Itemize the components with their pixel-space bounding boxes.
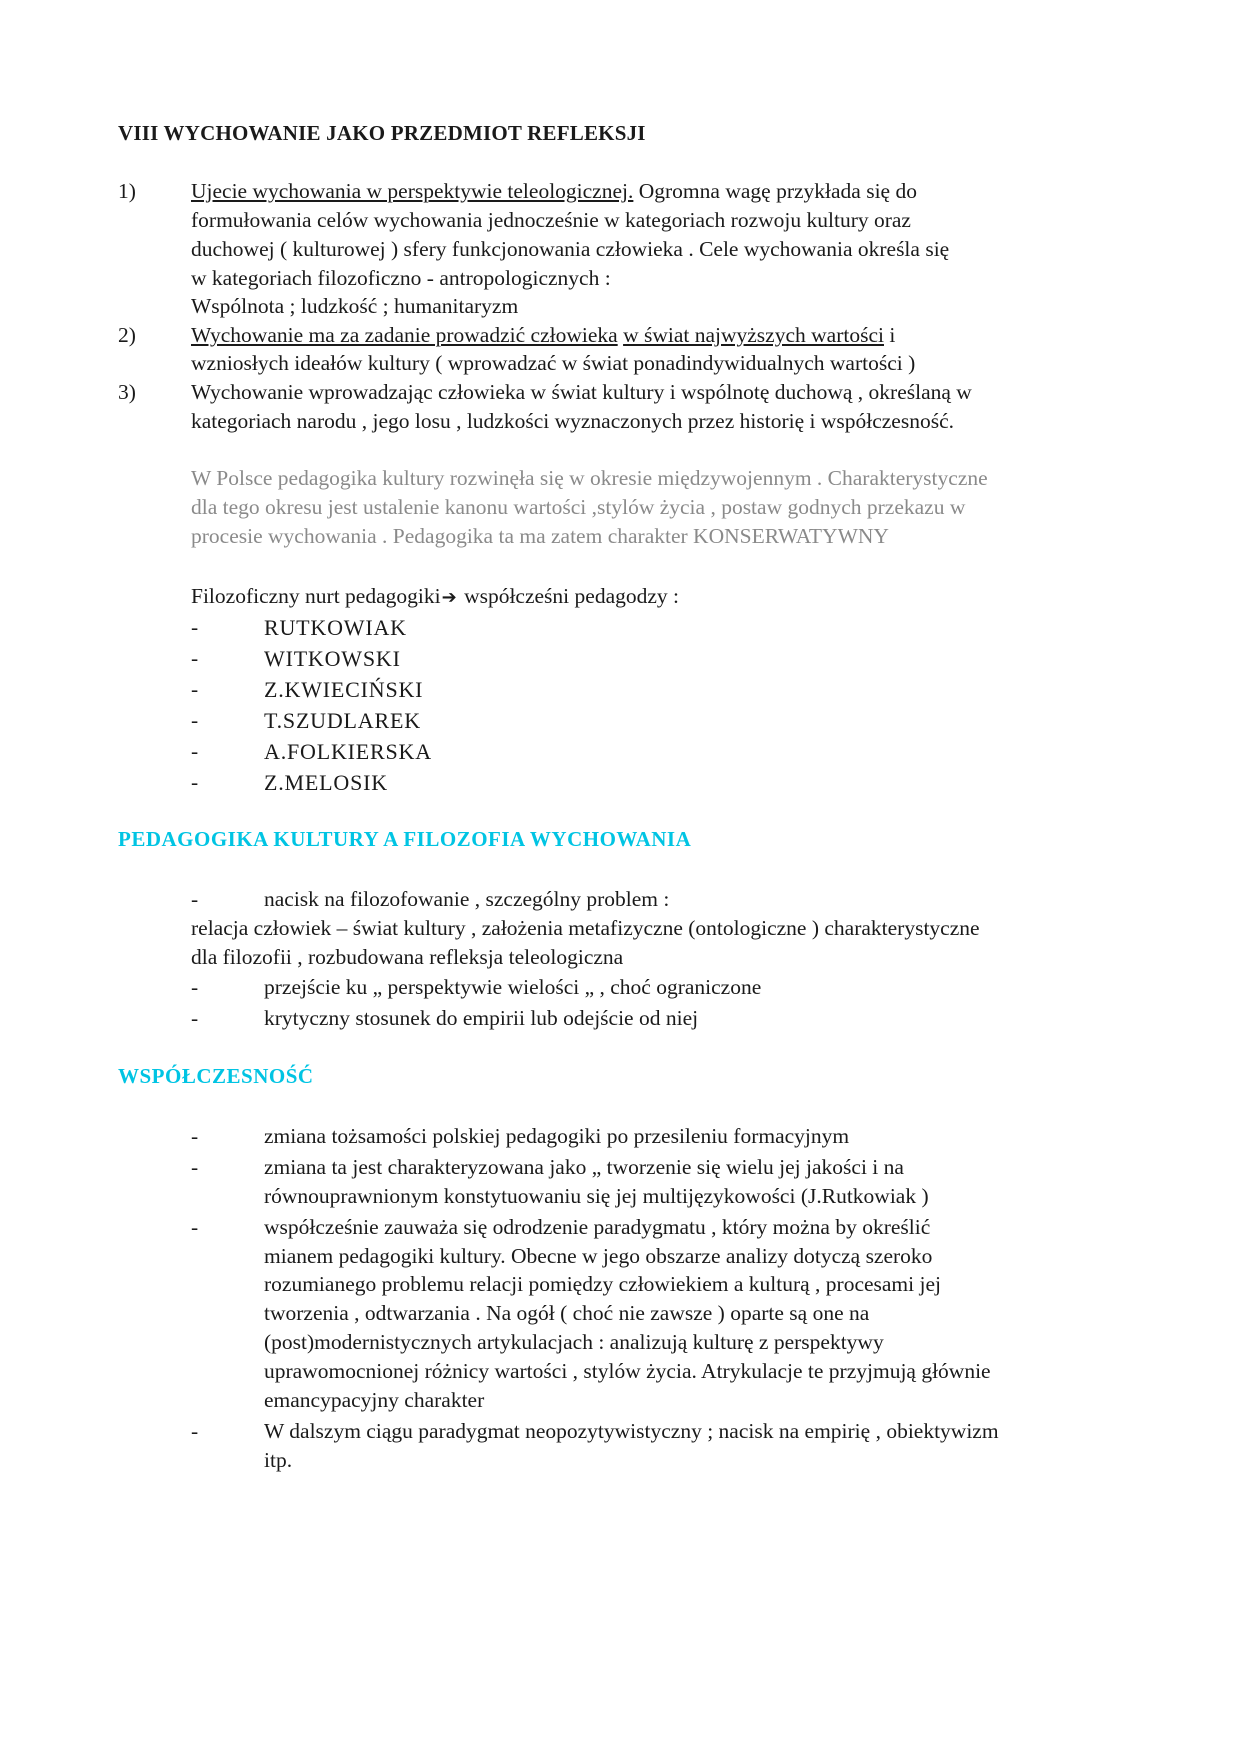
point-1-underlined: Ujecie wychowania w perspektywie teleologicznej.	[191, 179, 634, 203]
point-2-underlined-a: Wychowanie ma za zadanie prowadzić człowieka	[191, 323, 618, 347]
document-title: VIII WYCHOWANIE JAKO PRZEDMIOT REFLEKSJI	[118, 121, 646, 145]
point-1-line: formułowania celów wychowania jednocześnie w kategoriach rozwoju kultury oraz	[191, 208, 911, 232]
bullet-text: itp.	[264, 1448, 293, 1472]
bullet-text: krytyczny stosunek do empirii lub odejście od niej	[264, 1006, 699, 1030]
bullet-text: (post)modernistycznych artykulacjach : analizują kulturę z perspektywy	[264, 1330, 884, 1354]
point-1-line-1	[191, 177, 917, 206]
nurt-left: Filozoficzny nurt pedagogiki	[191, 584, 441, 608]
bullet-text: W dalszym ciągu paradygmat neopozytywistyczny ; nacisk na empirię , obiektywizm	[264, 1419, 999, 1443]
pedagogue-name: Z.KWIECIŃSKI	[264, 677, 424, 702]
section-heading: PEDAGOGIKA KULTURY A FILOZOFIA WYCHOWANIA	[118, 827, 692, 851]
list-dash: -	[191, 975, 199, 999]
continuation-line: dla filozofii , rozbudowana refleksja teleologiczna	[191, 945, 624, 969]
bullet-text: emancypacyjny charakter	[264, 1388, 485, 1412]
point-number: 3)	[118, 380, 136, 404]
point-1-rest: Ogromna wagę przykłada się do	[633, 179, 917, 203]
bullet-text: rozumianego problemu relacji pomiędzy człowiekiem a kulturą , procesami jej	[264, 1272, 941, 1296]
list-dash: -	[191, 1155, 199, 1179]
point-1-line: duchowej ( kulturowej ) sfery funkcjonowania człowieka . Cele wychowania określa się	[191, 237, 950, 261]
point-2-line-1	[191, 321, 895, 350]
bullet-text: mianem pedagogiki kultury. Obecne w jego obszarze analizy dotyczą szeroko	[264, 1244, 933, 1268]
list-dash: -	[191, 708, 199, 732]
gray-paragraph-line: dla tego okresu jest ustalenie kanonu wartości ,stylów życia , postaw godnych przekazu w	[191, 495, 966, 519]
list-dash: -	[191, 1419, 199, 1443]
point-1-line: w kategoriach filozoficzno - antropologicznych :	[191, 266, 611, 290]
nurt-right: współcześni pedagodzy :	[458, 584, 679, 608]
point-2-line: wzniosłych ideałów kultury ( wprowadzać w świat ponadindywidualnych wartości )	[191, 351, 916, 375]
nurt-line	[191, 582, 679, 612]
point-2-rest: i	[883, 323, 896, 347]
continuation-line: relacja człowiek – świat kultury , założenia metafizyczne (ontologiczne ) charakterystyczne	[191, 916, 980, 940]
point-number: 2)	[118, 323, 136, 347]
point-2-underlined-b: w świat najwyższych wartości	[623, 323, 884, 347]
list-dash: -	[191, 1215, 199, 1239]
gray-paragraph-line: W Polsce pedagogika kultury rozwinęła się w okresie międzywojennym . Charakterystyczne	[191, 466, 988, 490]
pedagogue-name: RUTKOWIAK	[264, 615, 407, 640]
pedagogue-name: Z.MELOSIK	[264, 770, 388, 795]
bullet-text: przejście ku „ perspektywie wielości „ , choć ograniczone	[264, 975, 762, 999]
list-dash: -	[191, 887, 199, 911]
list-dash: -	[191, 646, 199, 670]
gray-paragraph-line: procesie wychowania . Pedagogika ta ma zatem charakter KONSERWATYWNY	[191, 524, 889, 548]
list-dash: -	[191, 615, 199, 639]
bullet-text: zmiana ta jest charakteryzowana jako „ tworzenie się wielu jej jakości i na	[264, 1155, 904, 1179]
pedagogue-name: WITKOWSKI	[264, 646, 401, 671]
list-dash: -	[191, 1006, 199, 1030]
arrow-right-icon: ➔	[441, 587, 457, 608]
point-3-line: Wychowanie wprowadzając człowieka w świat kultury i wspólnotę duchową , określaną w	[191, 380, 972, 404]
section-heading: WSPÓŁCZESNOŚĆ	[118, 1064, 314, 1088]
bullet-text: współcześnie zauważa się odrodzenie paradygmatu , który można by określić	[264, 1215, 931, 1239]
list-dash: -	[191, 739, 199, 763]
point-3-line: kategoriach narodu , jego losu , ludzkości wyznaczonych przez historię i współczesność.	[191, 409, 954, 433]
bullet-text: uprawomocnionej różnicy wartości , stylów życia. Atrykulacje te przyjmują głównie	[264, 1359, 991, 1383]
bullet-text: zmiana tożsamości polskiej pedagogiki po przesileniu formacyjnym	[264, 1124, 850, 1148]
list-dash: -	[191, 677, 199, 701]
point-1-line: Wspólnota ; ludzkość ; humanitaryzm	[191, 294, 519, 318]
bullet-text: tworzenia , odtwarzania . Na ogół ( choć nie zawsze ) oparte są one na	[264, 1301, 870, 1325]
pedagogue-name: A.FOLKIERSKA	[264, 739, 432, 764]
list-dash: -	[191, 1124, 199, 1148]
bullet-text: równouprawnionym konstytuowaniu się jej multijęzykowości (J.Rutkowiak )	[264, 1184, 929, 1208]
point-number: 1)	[118, 179, 136, 203]
pedagogue-name: T.SZUDLAREK	[264, 708, 421, 733]
list-dash: -	[191, 770, 199, 794]
bullet-text: nacisk na filozofowanie , szczególny problem :	[264, 887, 670, 911]
